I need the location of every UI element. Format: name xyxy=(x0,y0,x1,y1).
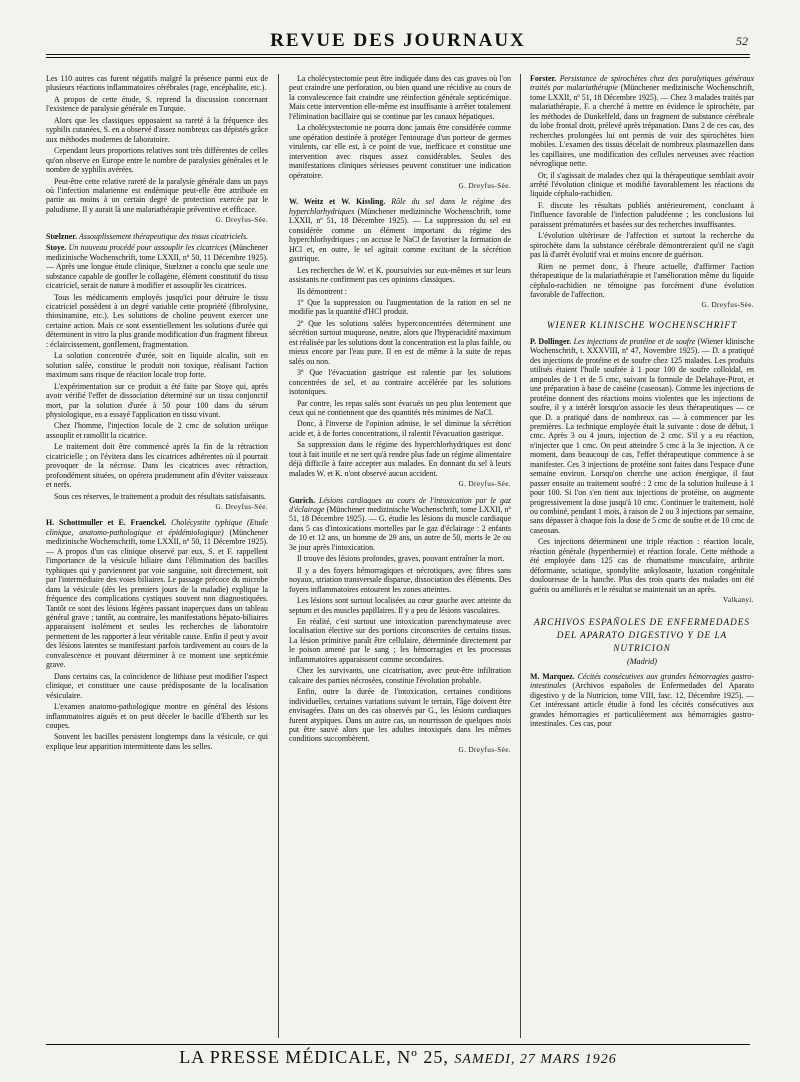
paragraph: La cholécystectomie ne pourra donc jamais être considérée comme une opération destinée à protéger l'entourage d'un porteur de germes virulents, car elle est, à ce point de vue, inefficace et constitue une intervention avec risques assez considérables. Seules des manifestations cliniques sérieuses peuvent constituer une indication opératoire. xyxy=(289,123,511,180)
column-divider xyxy=(520,74,521,1038)
article-entry xyxy=(289,197,511,263)
paragraph: 2º Que les solutions salées hyperconcentrées déterminent une sécrétion surtout muqueuse, neutre, alors que l'hyperacidité maximum est réalisée par les solutions dont la concentration est la plus faible, ou mieux encore par l'eau pure. Il en est de même à la suite de repas salés ou non. xyxy=(289,318,511,366)
author-signature: Valkanyi. xyxy=(723,596,754,605)
paragraph: A propos de cette étude, S. reprend la discussion concernant l'existence de paralysie générale en Turquie. xyxy=(46,94,268,114)
paragraph: Dans certains cas, la coïncidence de lithiase peut modifier l'aspect clinique, et constituer une cause prédisposante de la localisation vésiculaire. xyxy=(46,671,268,700)
paragraph: Ils démontrent : xyxy=(297,286,347,296)
paragraph: Donc, à l'inverse de l'opinion admise, le sel diminue la sécrétion acide et, à de fortes concentrations, il ralentit l'évacuation gastrique. xyxy=(289,419,511,438)
article-title: Rôle du sel dans le régime des hyperchlorhydriques xyxy=(289,197,511,216)
paragraph: Peut-être cette relative rareté de la paralysie générale dans un pays où l'infection malarienne est endémique peut-elle être attribuée en partie au moins à un certain degré de protection exercée par le paludisme. Il y aurait là une malariathérapie préventive et efficace. xyxy=(46,176,268,214)
paragraph: La solution concentrée d'urée, soit en liquide alcalin, soit en solution salée, constitue le produit non toxique, réalisant l'action maximum sans risque de réaction locale trop forte. xyxy=(46,351,268,380)
journal-subheading: (Madrid) xyxy=(626,656,657,666)
column-left xyxy=(46,74,268,1038)
paragraph: L'expérimentation sur ce produit a été faite par Stoye qui, après avoir vérifié l'effet de dissociation déterminé sur un tissu conjonctif mort, par la solution d'urée à 50 pour 100 dans du sérum physiologique, en a essayé l'application en tissu vivant. xyxy=(46,381,268,419)
author-signature: G. Dreyfus-Sée. xyxy=(458,480,511,489)
paragraph: Alors que les classiques opposaient sa rareté à la fréquence des syphilis cutanées, S. en a observé d'assez nombreux cas dépistés grâce aux méthodes modernes de laboratoire. xyxy=(46,115,268,144)
article-entry xyxy=(530,74,754,169)
footer-rule xyxy=(46,1044,750,1045)
article-title: Lésions cardiaques au cours de l'intoxication par le gaz d'éclairage xyxy=(289,495,511,515)
paragraph: Cependant leurs proportions relatives sont très différentes de celles qu'on observe en Europe entre le nombre de paralysies générales et le nombre de syphilis avérées. xyxy=(46,146,268,175)
footer-text xyxy=(46,1047,750,1068)
article-author: Stœlzner. xyxy=(46,231,78,241)
article-title: Les injections de protéine et de soufre xyxy=(573,336,696,346)
paragraph: L'évolution ultérieure de l'affection et surtout la recherche du spirochète dans la substance cérébrale démontreraient qu'il ne s'agit pas là d'arrêt évolutif vrai et moins encore de guérison. xyxy=(530,231,754,260)
author-signature: G. Dreyfus-Sée. xyxy=(458,745,511,754)
paragraph: Chez les survivants, une cicatrisation, avec peut-être infiltration calcaire des parties nécrosées, constitue l'évolution probable. xyxy=(289,666,511,685)
column-right xyxy=(530,74,754,1038)
page-number: 52 xyxy=(736,34,748,48)
article-body: (Münchener medizinische Wochenschrift, tome LXXII, nº 50, 11 Décembre 1925). — A propos d'un cas clinique observé par eux, S. et F. rappellent l'importance de la vésicule biliaire dans l'élimination des bacilles typhiques qui y parviennent par voie sanguine, soit directement, soit par l'intermédiaire des voies biliaires. Le passage précoce du microbe dans la vésicule (dès les premiers jours de la maladie) explique la fréquence des complications cystiques souvent non diagnostiquées. Tantôt ce sont des lésions légères passant inaperçues dans un tableau général grave ; tantôt, au contraire, les manifestations hépato-biliaires apparaissent isolément et seules les recherches de laboratoire permettent de les rapporter à leur véritable cause. Enfin il peut y avoir des lésions latentes se manifestant parfois tardivement au cours de la convalescence et pouvant déterminer à ce moment une septicémie grave. xyxy=(46,527,268,670)
page-header xyxy=(46,28,750,58)
paragraph: Ces injections déterminent une triple réaction : réaction locale, réaction générale (hyperthermie) et réaction focale. Cette méthode a été employée dans 125 cas de rhumatisme musculaire, arthrite déformante, sciatique, spondylite ankylosante, luxation congénitale douloureuse de la hanche. Plus des trois quarts des malades ont été guéris ou améliorés et le résultat se maintenait un an après. xyxy=(530,537,754,594)
paragraph: Le traitement doit être commencé après la fin de la rétraction cicatricielle ; on l'évitera dans les cicatrices adhérentes où il pourrait provoquer de la nécrose. Dans les cicatrices avec rétraction, profondément situées, on opérera prudemment afin d'éviter vaisseaux et nerfs. xyxy=(46,442,268,490)
article-entry xyxy=(46,518,268,669)
paragraph: Chez l'homme, l'injection locale de 2 cmc de solution uréique assouplit et ramollit la cicatrice. xyxy=(46,421,268,440)
column-middle xyxy=(289,74,511,1038)
article-title: Assouplissement thérapeutique des tissus cicatriciels. xyxy=(79,231,249,241)
article-entry xyxy=(289,496,511,553)
article-entry xyxy=(46,232,268,241)
paragraph: 3º Que l'évacuation gastrique est ralentie par les solutions concentrées de sel, et au contraire accélérée par les solutions isotoniques. xyxy=(289,368,511,397)
paragraph: Sa suppression dans le régime des hyperchlorhydriques est donc tout à fait inutile et ne sert qu'à rendre plus fade un régime alimentaire déjà difficile à faire accepter aux malades. En donnant du sel à leurs malades W. et K. n'ont observé aucun accident. xyxy=(289,440,511,478)
footer-date: SAMEDI, 27 MARS 1926 xyxy=(454,1052,617,1067)
article-title: Cécités consécutives aux grandes hémorragies gastro-intestinales xyxy=(530,672,754,691)
paragraph: L'examen anatomo-pathologique montre en général des lésions inflammatoires aiguës et on peut déceler le bacille d'Eberth sur les coupes. xyxy=(46,702,268,730)
article-body: (Münchener medizinische Wochenschrift, tome LXXII, nº 50, 11 Décembre 1925). — Après une longue étude clinique, Stœlzner a conclu que seule une substance capable de gonfler le collagène, élément constitutif du tissu cicatriciel, serait de nature à modifier et assouplir les cicatrices. xyxy=(46,243,268,291)
paragraph: Les lésions sont surtout localisées au cœur gauche avec atteinte du septum et des muscles papillaires. Il y a peu de lésions vasculaires. xyxy=(289,596,511,615)
footer-journal: LA PRESSE MÉDICALE, Nº 25, xyxy=(179,1047,449,1067)
journal-heading: ARCHIVOS ESPAÑOLES DE ENFERMEDADES DEL APARATO DIGESTIVO Y DE LA NUTRICION xyxy=(533,616,750,653)
journal-section-title: REVUE DES JOURNAUX xyxy=(270,30,526,51)
journal-heading: WIENER KLINISCHE WOCHENSCHRIFT xyxy=(546,319,738,330)
paragraph: Or, il s'agissait de malades chez qui la thérapeutique semblait avoir arrêté l'évolution clinique et modifié favorablement les réactions du liquide céphalo-rachidien. xyxy=(530,170,754,199)
paragraph: La cholécystectomie peut être indiquée dans des cas graves où l'on peut craindre une perforation, ou bien quand une récidive au cours de la convalescence fait craindre une réinfection générale septicémique. Mais cette intervention elle-même est insuffisante à arrêter totalement l'élimination bacillaire qui se continue par les canaux hépatiques. xyxy=(289,74,511,121)
article-author: Stoye. xyxy=(46,243,67,253)
article-body: (Münchener medizinische Wochenschrift, tome LXXII, nº 51, 18 Décembre 1925). — La suppression du sel est considérée comme un élément important du régime des hyperchlorhydriques ; on accuse le NaCl de favoriser la formation de HCl et, en outre, le sel agirait comme excitant de la sécrétion gastrique. xyxy=(289,206,511,264)
paragraph: Il trouve des lésions profondes, graves, pouvant entraîner la mort. xyxy=(297,554,505,564)
article-body: (Wiener klinische Wochenschrift, t. XXXVIII, nº 47, Novembre 1925). — D. a pratiqué des injections de protéine et de soufre chez 125 malades. Les produits utilisés étaient l'huile soufrée à 1 pour 100 de soufre colloïdal, en ampoules de 1 et de 5 cmc, suivant la formule de Delahaye-Pirot, et une préparation à base de caséine (caseosan). Comme les injections de protéine donnent des réactions moins violentes que les injections de soufre, il y a intérêt lorsqu'on associe les deux thérapeutiques — ce que D. a pratiqué dans de nombreux cas — à commencer par les premières. La technique employée était la suivante : dose de début, 1 cmc. Après 3 ou 4 jours, injection de 2 cmc. S'il y a eu réaction, n'injecter que 1 cmc. On peut atteindre 5 cmc à la 3e injection. A ce moment, dans beaucoup de cas, l'effet thérapeutique commence à se manifester. Ces 3 injections de protéine sont faites dans l'espace d'une semaine environ. Lorsqu'on cherche une action énergique, il faut passer ensuite au traitement soufré : 2 cmc de la solution huileuse à 1 pour 100. Si l'on s'en tient aux injections de protéine, on augmente progressivement la dose jusqu'à 10 cmc. Continuer le traitement, isolé ou combiné, pendant 1 mois, à raison de 2 ou 3 injections par semaine, sans dépasser à chaque fois la dose de 5 cmc de soufre et de 10 cmc de caseosan. xyxy=(530,336,754,535)
paragraph: Rien ne permet donc, à l'heure actuelle, d'affirmer l'action thérapeutique de la malariathérapie et l'amélioration même du liquide céphalo-rachidien ne témoigne pas forcément d'une évolution favorable de l'affection. xyxy=(530,261,754,299)
paragraph: Les 110 autres cas furent négatifs malgré la présence parmi eux de plusieurs réactions inflammatoires cérébrales (rage, encéphalite, etc.). xyxy=(46,74,268,93)
paragraph: F. discute les résultats publiés antérieurement, concluant à l'influence favorable de l'infection paludéenne ; les conclusions lui paraissent prématurées et basées sur des recherches insuffisantes. xyxy=(530,200,754,229)
article-entry xyxy=(530,337,754,536)
article-author: P. Dollinger. xyxy=(530,336,572,346)
paragraph: Tous les médicaments employés jusqu'ici pour détruire le tissu cicatriciel possèdent à un degré variable cette propriété (fibrolysine, thiosinamine, etc.). Les solutions de choline peuvent exercer une certaine action. Mais ce sont essentiellement les solutions d'urée qui déterminent in vitro la plus grande modification d'un fragment fibreux : éclaircissement, gonflement, fragmentation. xyxy=(46,292,268,349)
author-signature: G. Dreyfus-Sée. xyxy=(458,181,511,190)
article-author: H. Schottmuller et E. Fraenckel. xyxy=(46,518,167,528)
paragraph: Il y a des foyers hémorragiques et nécrotiques, avec fibres sans noyaux, striation transversale disparue, dissociation des éléments. Des foyers inflammatoires entourent les zones atteintes. xyxy=(289,565,511,594)
article-title: Persistance de spirochètes chez des paralytiques généraux traités par malariathérapie xyxy=(530,74,754,93)
article-body: (Münchener medizinische Wochenschrift, tome LXXII, nº 51, 18 Décembre 1925). — Chez 3 malades traités par malariathérapie, F. a cherché à mettre en évidence le spirochète, par les méthodes de Dunkelfeld, dans un fragment de substance cérébrale du lobe frontal droit, prélevé après trépanation. Dans 2 de ces cas, des recherches prolongées lui ont permis de voir des spirochètes bien mobiles. L'examen des tissus décelait de nombreux plasmazellen dans les capillaires, une modification des cellules nerveuses avec réaction névroglique nette. xyxy=(530,83,754,169)
article-title: Un nouveau procédé pour assouplir les cicatrices xyxy=(68,243,228,253)
paragraph: En réalité, c'est surtout une intoxication parenchymateuse avec localisation élective sur des portions circonscrites de certains tissus. La lésion primitive paraît être cellulaire, déterminée directement par le poison amené par le sang ; les hémorragies et les processus inflammatoires apparaissent comme secondaires. xyxy=(289,617,511,664)
author-signature: G. Dreyfus-Sée. xyxy=(215,503,268,512)
article-title: Cholécystite typhique (Etude clinique, anatomo-pathologique et épidémiologique) xyxy=(46,518,268,537)
article-entry xyxy=(530,672,754,729)
page-footer xyxy=(46,1044,750,1068)
paragraph: 1º Que la suppression ou l'augmentation de la ration en sel ne modifie pas la quantité d'HCl produit. xyxy=(289,297,511,317)
article-body: (Archivos españoles de Enfermedades del Aparato digestivo y de la Nutricion, tome VIII, fasc. 12, Décembre 1925). — Cet intéressant article étudie à fond les cécités consécutives aux grandes hémorragies et particulièrement aux hémorragies gastro-intestinales. Ces cas, pour xyxy=(530,681,754,729)
column-divider xyxy=(278,74,279,1038)
author-signature: G. Dreyfus-Sée. xyxy=(215,216,268,225)
paragraph: Sous ces réserves, le traitement a produit des résultats satisfaisants. xyxy=(54,491,266,501)
author-signature: G. Dreyfus-Sée. xyxy=(701,301,754,310)
paragraph: Les recherches de W. et K. poursuivies sur eux-mêmes et sur leurs assistants ne confirment pas ces opinions classiques. xyxy=(289,265,511,285)
paragraph: Enfin, outre la durée de l'intoxication, certaines conditions individuelles, certaines variations suivant le terrain, l'âge doivent être envisagées. Dans un des cas observés par G., les lésions cardiaques furent atypiques. Dans un autre cas, un nourrisson de quelques mois put être sauvé alors que les adultes intoxiqués dans les mêmes conditions succombèrent. xyxy=(289,687,511,744)
article-author: Gurich. xyxy=(289,495,316,505)
article-author: M. Marquez. xyxy=(530,672,575,682)
article-body: (Münchener medizinische Wochenschrift, tome LXXII, nº 51, 18 Décembre 1925). — G. étudie les lésions du muscle cardiaque dans 5 cas d'intoxications mortelles par le gaz d'éclairage : 2 enfants de 10 et 12 ans, un homme de 29 ans, un autre de 50, morts le 2e ou 3e jour après l'intoxication. xyxy=(289,505,511,552)
article-entry xyxy=(46,243,268,290)
paragraph: Souvent les bacilles persistent longtemps dans la vésicule, ce qui explique leur apparition intermittente dans les selles. xyxy=(46,732,268,751)
article-author: W. Weitz et W. Kissling. xyxy=(289,197,386,207)
article-author: Forster. xyxy=(530,74,557,83)
paragraph: Par contre, les repas salés sont évacués un peu plus lentement que ceux qui ne contiennent que des quantités très minimes de NaCl. xyxy=(289,398,511,417)
header-rule xyxy=(46,54,750,58)
